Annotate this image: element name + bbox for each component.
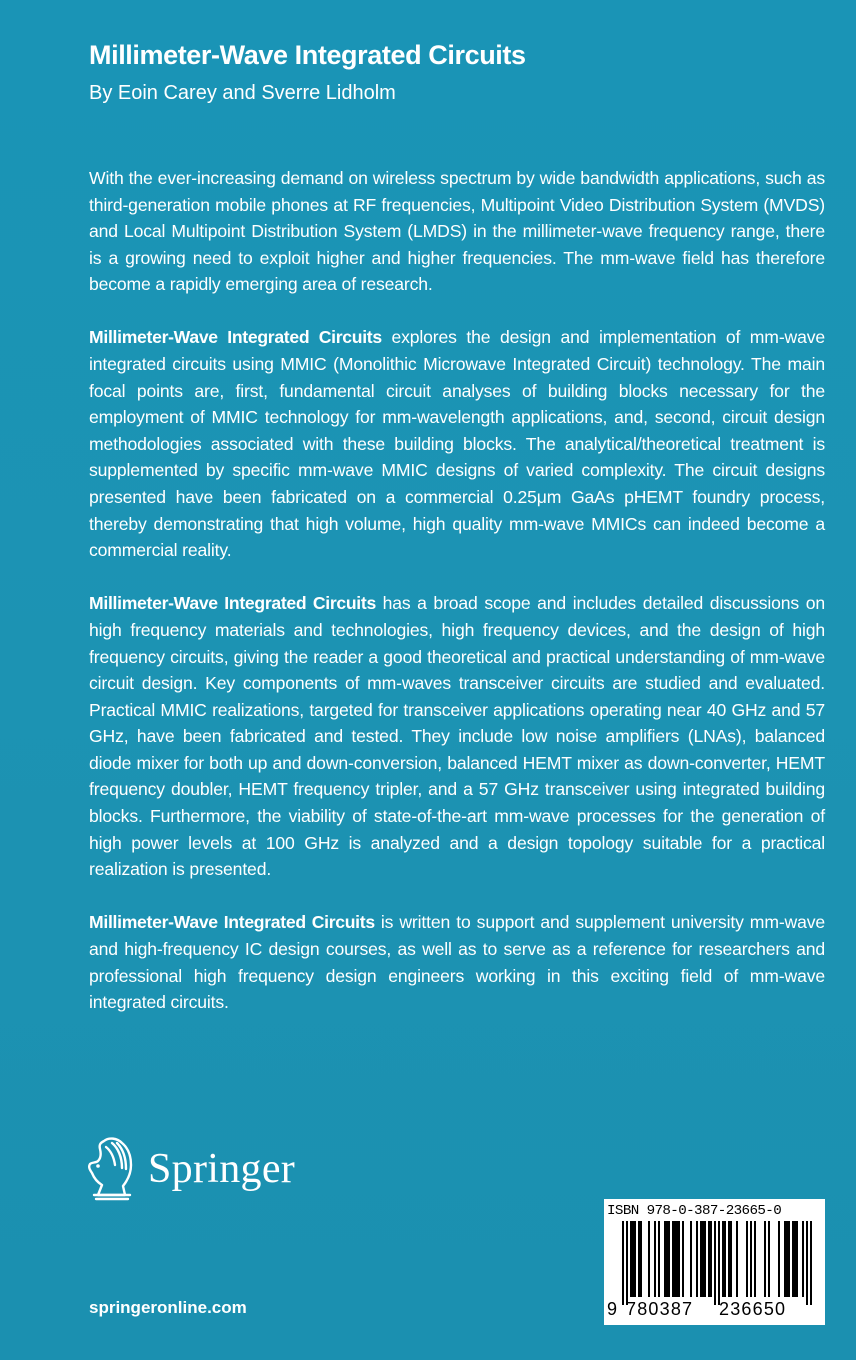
barcode-bar [672, 1221, 680, 1297]
barcode-bar [696, 1221, 698, 1297]
isbn-label: ISBN 978-0-387-23665-0 [607, 1203, 782, 1219]
book-authors: By Eoin Carey and Sverre Lidholm [89, 82, 396, 104]
barcode-bar [778, 1221, 780, 1297]
ean-right-digits: 236650 [719, 1299, 787, 1319]
barcode-bar [728, 1221, 732, 1297]
barcode-bar [682, 1221, 684, 1297]
barcode-bar [792, 1221, 798, 1297]
paragraph-3-book-title: Millimeter-Wave Integrated Circuits [89, 593, 376, 614]
paragraph-4-text: is written to support and supplement university mm-wave and high-frequency IC design courses, as well as to serve as a reference for researchers and professional high frequency design engineers working in this exciting field of mm-wave integrated circuits. [89, 912, 826, 1013]
barcode-bar [736, 1221, 738, 1297]
barcode-bar [802, 1221, 804, 1297]
ean-first-digit: 9 [607, 1299, 618, 1319]
barcode-bar [708, 1221, 712, 1297]
barcode-guard-bar [806, 1221, 808, 1305]
horse-head-icon [84, 1135, 140, 1201]
paragraph-4-book-title: Millimeter-Wave Integrated Circuits [89, 912, 375, 933]
isbn-barcode [604, 1199, 825, 1325]
paragraph-3-text: has a broad scope and includes detailed discussions on high frequency materials and technologies, high frequency devices, and the design of high frequency circuits, giving the reader a good theoretical and practical understanding of mm-wave circuit design. Key components of mm-waves transceiver circuits are studied and evaluated. Practical MMIC realizations, targeted for transceiver applications operating near 40 GHz and 57 GHz, have been fabricated and tested. They include low noise amplifiers (LNAs), balanced diode mixer for both up and down-conversion, balanced HEMT mixer as down-converter, HEMT frequency doubler, HEMT frequency tripler, and a 57 GHz transceiver using integrated building blocks. Furthermore, the viability of state-of-the-art mm-wave processes for the generation of high power levels at 100 GHz is analyzed and a design topology suitable for a practical realization is presented. [89, 593, 825, 880]
barcode-guard-bar [718, 1221, 720, 1305]
barcode-bar [746, 1221, 748, 1297]
barcode-bar [648, 1221, 650, 1297]
paragraph-2-book-title: Millimeter-Wave Integrated Circuits [89, 327, 382, 348]
barcode-bar [654, 1221, 656, 1297]
barcode-bar [658, 1221, 660, 1297]
barcode-guard-bar [626, 1221, 628, 1305]
springer-logo [84, 1135, 295, 1201]
barcode-bar [784, 1221, 790, 1297]
description-paragraph-3 [89, 590, 825, 883]
ean-left-digits: 780387 [626, 1299, 694, 1319]
barcode-bar [664, 1221, 670, 1297]
paragraph-2-text: explores the design and implementation of mm-wave integrated circuits using MMIC (Monolithic Microwave Integrated Circuit) technology. The main focal points are, first, fundamental circuit analyses of building blocks necessary for the employment of MMIC technology for mm-wavelength applications, and, second, circuit design methodologies associated with these building blocks. The analytical/theoretical treatment is supplemented by specific mm-wave MMIC designs of varied complexity. The circuit designs presented have been fabricated on a commercial 0.25μm GaAs pHEMT foundry process, thereby demonstrating that high volume, high quality mm-wave MMICs can indeed become a commercial reality. [89, 327, 825, 561]
barcode-bar [764, 1221, 766, 1297]
barcode-bar [768, 1221, 770, 1297]
barcode-bar [630, 1221, 636, 1297]
barcode-bar [700, 1221, 706, 1297]
book-title: Millimeter-Wave Integrated Circuits [89, 40, 526, 70]
barcode-bar [638, 1221, 642, 1297]
barcode-bar [722, 1221, 726, 1297]
barcode-bar [690, 1221, 692, 1297]
barcode-bar [754, 1221, 756, 1297]
barcode-guard-bar [714, 1221, 716, 1305]
publisher-name: Springer [148, 1146, 296, 1192]
barcode-bar [750, 1221, 752, 1297]
description-paragraph-4 [89, 909, 825, 1015]
description-paragraph-2 [89, 324, 825, 563]
publisher-website[interactable]: springeronline.com [89, 1298, 247, 1317]
barcode-guard-bar [810, 1221, 812, 1305]
description [89, 165, 825, 1042]
barcode-guard-bar [622, 1221, 624, 1305]
description-paragraph-1: With the ever-increasing demand on wireless spectrum by wide bandwidth applications, such as third-generation mobile phones at RF frequencies, Multipoint Video Distribution System (MVDS) and Local Multipoint Distribution System (LMDS) in the millimeter-wave frequency range, there is a growing need to exploit higher and higher frequencies. The mm-wave field has therefore become a rapidly emerging area of research. [89, 168, 825, 295]
